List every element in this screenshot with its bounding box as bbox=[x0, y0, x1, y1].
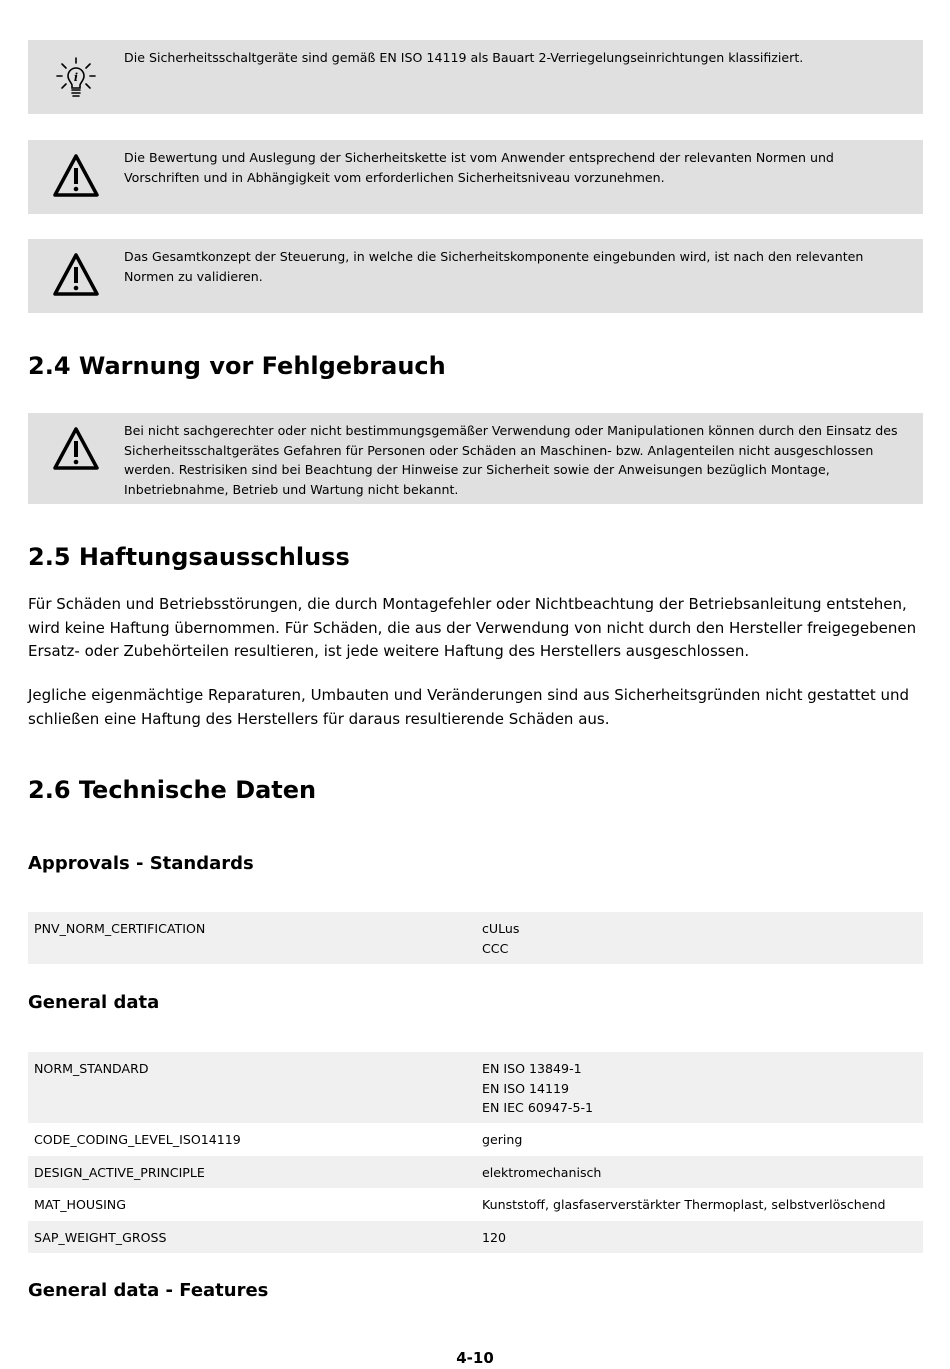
warning-triangle-icon bbox=[52, 152, 100, 200]
value-line: EN ISO 13849-1 bbox=[482, 1061, 582, 1076]
section-heading: 2.5 Haftungsausschluss bbox=[28, 543, 350, 571]
general-data-table bbox=[28, 1052, 923, 1253]
table-row bbox=[28, 1221, 923, 1253]
notice-text: Bei nicht sachgerechter oder nicht bestimmungsgemäßer Verwendung oder Manipulationen können durch den Einsatz des Sicherheitsschaltgerätes Gefahren für Personen oder Schäden an Maschinen- bzw. Anlagenteilen nicht ausgeschlossen werden. Restrisiken sind bei Beachtung der Hinweise zur Sicherheit sowie der Anweisungen bezüglich Montage, Inbetriebnahme, Betrieb und Wartung nicht bekannt. bbox=[124, 423, 898, 498]
subsection-heading: General data - Features bbox=[28, 1280, 269, 1301]
value-line: EN ISO 14119 bbox=[482, 1080, 570, 1096]
table-key: MAT_HOUSING bbox=[34, 1197, 126, 1212]
value-line: cULus bbox=[482, 921, 520, 936]
table-row bbox=[28, 1188, 923, 1221]
notice-text: Das Gesamtkonzept der Steuerung, in welche die Sicherheitskomponente eingebunden wird, ist nach den relevanten Normen zu validieren. bbox=[124, 249, 864, 284]
warning-notice bbox=[28, 140, 923, 214]
table-row bbox=[28, 912, 923, 964]
table-key: CODE_CODING_LEVEL_ISO14119 bbox=[34, 1132, 241, 1147]
table-value: Kunststoff, glasfaserverstärkter Thermoplast, selbstverlöschend bbox=[482, 1197, 886, 1212]
table-row bbox=[28, 1123, 923, 1156]
table-row bbox=[28, 1052, 923, 1123]
value-line: CCC bbox=[482, 940, 509, 956]
table-key: DESIGN_ACTIVE_PRINCIPLE bbox=[34, 1165, 205, 1180]
approvals-table bbox=[28, 912, 923, 964]
notice-text: Die Sicherheitsschaltgeräte sind gemäß EN ISO 14119 als Bauart 2-Verriegelungseinrichtungen klassifiziert. bbox=[124, 50, 804, 65]
section-heading: 2.6 Technische Daten bbox=[28, 776, 317, 804]
table-value bbox=[482, 919, 519, 958]
section-heading: 2.4 Warnung vor Fehlgebrauch bbox=[28, 352, 446, 380]
subsection-heading: Approvals - Standards bbox=[28, 853, 254, 874]
warning-notice bbox=[28, 239, 923, 313]
value-line: EN IEC 60947-5-1 bbox=[482, 1100, 594, 1116]
svg-text:i: i bbox=[73, 71, 79, 84]
paragraph: Jegliche eigenmächtige Reparaturen, Umbauten und Veränderungen sind aus Sicherheitsgründen nicht gestattet und schließen eine Haftung des Herstellers für daraus resultierende Schäden aus. bbox=[28, 686, 910, 728]
table-value bbox=[482, 1059, 593, 1118]
table-key: PNV_NORM_CERTIFICATION bbox=[34, 921, 206, 936]
subsection-heading: General data bbox=[28, 992, 160, 1013]
table-value: elektromechanisch bbox=[482, 1165, 602, 1180]
page-number: 4-10 bbox=[456, 1349, 494, 1367]
warning-notice bbox=[28, 413, 923, 504]
info-notice bbox=[28, 40, 923, 114]
table-value: gering bbox=[482, 1132, 523, 1147]
warning-triangle-icon bbox=[52, 251, 100, 299]
table-key: NORM_STANDARD bbox=[34, 1061, 149, 1076]
lightbulb-info-icon bbox=[52, 54, 100, 102]
paragraph: Für Schäden und Betriebsstörungen, die durch Montagefehler oder Nichtbeachtung der Betriebsanleitung entstehen, wird keine Haftung übernommen. Für Schäden, die aus der Verwendung von nicht durch den Hersteller freigegebenen Ersatz- oder Zubehörteilen resultieren, ist jede weitere Haftung des Herstellers ausgeschlossen. bbox=[28, 595, 917, 660]
notice-text: Die Bewertung und Auslegung der Sicherheitskette ist vom Anwender entsprechend der relevanten Normen und Vorschriften und in Abhängigkeit vom erforderlichen Sicherheitsniveau vorzunehmen. bbox=[124, 150, 834, 185]
table-key: SAP_WEIGHT_GROSS bbox=[34, 1230, 167, 1245]
warning-triangle-icon bbox=[52, 425, 100, 473]
table-value: 120 bbox=[482, 1230, 507, 1245]
table-row bbox=[28, 1156, 923, 1188]
